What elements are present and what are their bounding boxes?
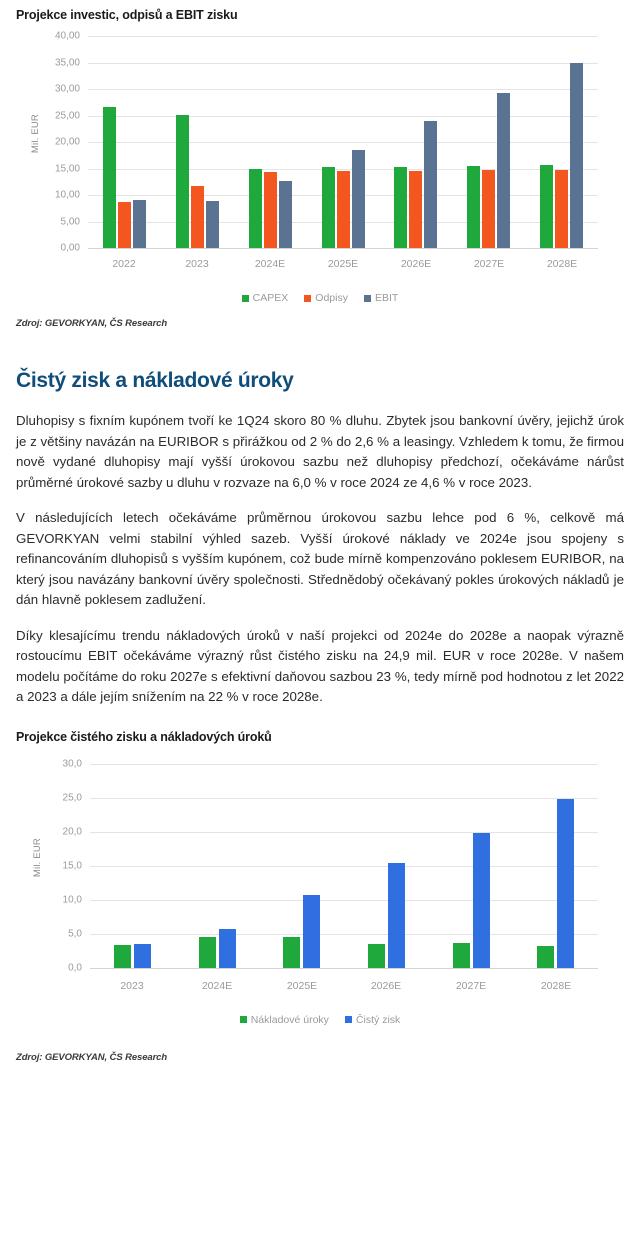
- legend-swatch-icon: [345, 1016, 352, 1023]
- gridline: [90, 832, 598, 833]
- spacer-after-heading: [0, 393, 640, 411]
- legend-label: CAPEX: [252, 292, 289, 304]
- y-axis-tick: 25,0: [62, 792, 82, 803]
- y-axis-tick: 10,0: [62, 894, 82, 905]
- chart-legend-netprofit: [0, 1014, 640, 1026]
- section-heading: Čistý zisk a nákladové úroky: [16, 369, 294, 392]
- bar-odpisy-2027E: [482, 170, 495, 248]
- bar-odpisy-2028E: [555, 170, 568, 248]
- legend-label: Čistý zisk: [355, 1013, 401, 1026]
- gridline: [90, 764, 598, 765]
- bar-n-kladov-roky-2028E: [537, 946, 554, 968]
- bar-ebit-2022: [133, 200, 146, 248]
- y-axis-tick: 20,0: [62, 826, 82, 837]
- bar-capex-2024E: [249, 169, 262, 248]
- x-axis-tick: 2028E: [540, 979, 572, 992]
- bar-odpisy-2025E: [337, 171, 350, 248]
- x-axis-tick: 2027E: [473, 258, 505, 270]
- legend-label: Nákladové úroky: [250, 1013, 329, 1026]
- bar-capex-2027E: [467, 166, 480, 248]
- gridline: [90, 798, 598, 799]
- bar-n-kladov-roky-2025E: [283, 937, 300, 968]
- legend-swatch-icon: [364, 295, 371, 302]
- bar--ist-zisk-2028E: [557, 799, 574, 968]
- bar-ebit-2028E: [570, 63, 583, 248]
- bar-odpisy-2023: [191, 186, 204, 248]
- chart-block-netprofit: [0, 730, 640, 1063]
- y-axis-tick: 0,00: [60, 242, 80, 254]
- legend-label: EBIT: [374, 292, 399, 304]
- chart-canvas-investments: [0, 22, 640, 292]
- bar-n-kladov-roky-2027E: [453, 943, 470, 968]
- paragraph-1: Dluhopisy s fixním kupónem tvoří ke 1Q24 skoro 80 % dluhu. Zbytek jsou bankovní úvěry, jejichž úrok je z většiny navázán na EURIBOR s přirážkou od 2 % do 2,6 % a leasingy. Vzhledem k tomu, že firmou nově vydané dluhopisy mají vyšší úrokovou sazbu než dluhopisy předchozí, očekáváme nárůst průměrné úrokové sazby u dluhu v rozvaze na 6,0 % v roce 2024 ze 4,6 % v roce 2023.: [16, 413, 624, 490]
- spacer-before-heading: [0, 329, 640, 369]
- bar-capex-2028E: [540, 165, 553, 248]
- x-axis-tick: 2023: [120, 979, 144, 992]
- bar-capex-2023: [176, 115, 189, 248]
- y-axis-tick: 10,00: [54, 189, 80, 201]
- y-axis-tick: 15,0: [62, 860, 82, 871]
- bar-odpisy-2022: [118, 202, 131, 248]
- legend-item--ist-zisk[interactable]: [345, 1014, 400, 1026]
- y-axis-label: Mil. EUR: [32, 837, 43, 877]
- bar-capex-2026E: [394, 167, 407, 248]
- x-axis-tick: 2028E: [546, 258, 578, 270]
- chart-title-netprofit: Projekce čistého zisku a nákladových úroků: [16, 729, 272, 744]
- bar--ist-zisk-2026E: [388, 863, 405, 968]
- x-axis-tick: 2026E: [400, 258, 432, 270]
- bar--ist-zisk-2025E: [303, 895, 320, 968]
- gridline: [90, 934, 598, 935]
- bar-capex-2022: [103, 107, 116, 248]
- x-axis-line: [90, 968, 598, 969]
- chart-canvas-netprofit: [0, 744, 640, 1014]
- bar--ist-zisk-2027E: [473, 833, 490, 968]
- gridline: [88, 36, 598, 37]
- gridline: [88, 142, 598, 143]
- bar-n-kladov-roky-2023: [114, 945, 131, 968]
- y-axis-tick: 30,00: [54, 83, 80, 95]
- chart-title-investments: Projekce investic, odpisů a EBIT zisku: [16, 8, 238, 22]
- y-axis-tick: 40,00: [54, 30, 80, 42]
- bar-ebit-2027E: [497, 93, 510, 248]
- x-axis-tick: 2024E: [201, 979, 233, 992]
- x-axis-tick: 2023: [185, 258, 209, 270]
- chart-legend-investments: [0, 292, 640, 304]
- gridline: [90, 866, 598, 867]
- legend-item-odpisy[interactable]: [304, 292, 348, 304]
- y-axis-tick: 15,00: [54, 163, 80, 175]
- y-axis-tick: 0,0: [68, 962, 82, 973]
- gridline: [88, 116, 598, 117]
- legend-swatch-icon: [240, 1016, 247, 1023]
- gridline: [88, 63, 598, 64]
- legend-label: Odpisy: [315, 292, 348, 304]
- bar-n-kladov-roky-2026E: [368, 944, 385, 968]
- chart-block-investments: [0, 0, 640, 329]
- gridline: [90, 900, 598, 901]
- gridline: [88, 89, 598, 90]
- x-axis-tick: 2024E: [254, 258, 286, 270]
- legend-item-ebit[interactable]: [364, 292, 398, 304]
- paragraph-2: V následujících letech očekáváme průměrnou úrokovou sazbu lehce pod 6 %, celkově má GEVORKYAN velmi stabilní výhled sazeb. Vyšší úrokové náklady ve 2024e jsou spojeny s refinancováním dluhopisů s vyšším kupónem, což bude mírně kompenzováno poklesem EURIBOR, na který jsou navázány bankovní úvěry společnosti. Střednědobý očekávaný pokles úrokových nákladů je dán hlavně poklesem zadlužení.: [16, 510, 624, 607]
- bar-capex-2025E: [322, 167, 335, 248]
- legend-swatch-icon: [242, 295, 249, 302]
- chart-source-netprofit: Zdroj: GEVORKYAN, ČS Research: [16, 1051, 168, 1063]
- bar--ist-zisk-2024E: [219, 929, 236, 968]
- y-axis-tick: 25,00: [54, 110, 80, 122]
- legend-swatch-icon: [304, 295, 311, 302]
- bar-ebit-2025E: [352, 150, 365, 248]
- y-axis-tick: 30,0: [62, 758, 82, 769]
- bar--ist-zisk-2023: [134, 944, 151, 968]
- legend-item-n-kladov-roky[interactable]: [240, 1014, 329, 1026]
- y-axis-tick: 5,0: [68, 928, 82, 939]
- gridline: [88, 169, 598, 170]
- x-axis-tick: 2022: [112, 258, 136, 270]
- paragraph-3: Díky klesajícímu trendu nákladových úroků v naší projekci od 2024e do 2028e a naopak výrazně rostoucímu EBIT očekáváme výrazný růst čistého zisku na 24,9 mil. EUR v roce 2028e. V našem modelu počítáme do roku 2027e s efektivní daňovou sazbou 23 %, tedy mírně pod hodnotou z let 2022 a 2023 a dále jejím snížením na 22 % v roce 2028e.: [16, 627, 624, 704]
- x-axis-tick: 2025E: [286, 979, 318, 992]
- x-axis-line: [88, 248, 598, 249]
- y-axis-tick: 35,00: [54, 57, 80, 69]
- bar-odpisy-2024E: [264, 172, 277, 248]
- y-axis-tick: 5,00: [60, 216, 80, 228]
- bar-ebit-2023: [206, 201, 219, 248]
- y-axis-tick: 20,00: [54, 136, 80, 148]
- chart-source-investments: Zdroj: GEVORKYAN, ČS Research: [16, 318, 168, 329]
- y-axis-label: Mil. EUR: [30, 114, 41, 154]
- x-axis-tick: 2027E: [455, 979, 487, 992]
- legend-item-capex[interactable]: [242, 292, 289, 304]
- x-axis-tick: 2025E: [327, 258, 359, 270]
- spacer-before-chart2: [0, 708, 640, 730]
- bar-ebit-2024E: [279, 181, 292, 248]
- bar-odpisy-2026E: [409, 171, 422, 248]
- bar-n-kladov-roky-2024E: [199, 937, 216, 968]
- bar-ebit-2026E: [424, 121, 437, 248]
- x-axis-tick: 2026E: [370, 979, 402, 992]
